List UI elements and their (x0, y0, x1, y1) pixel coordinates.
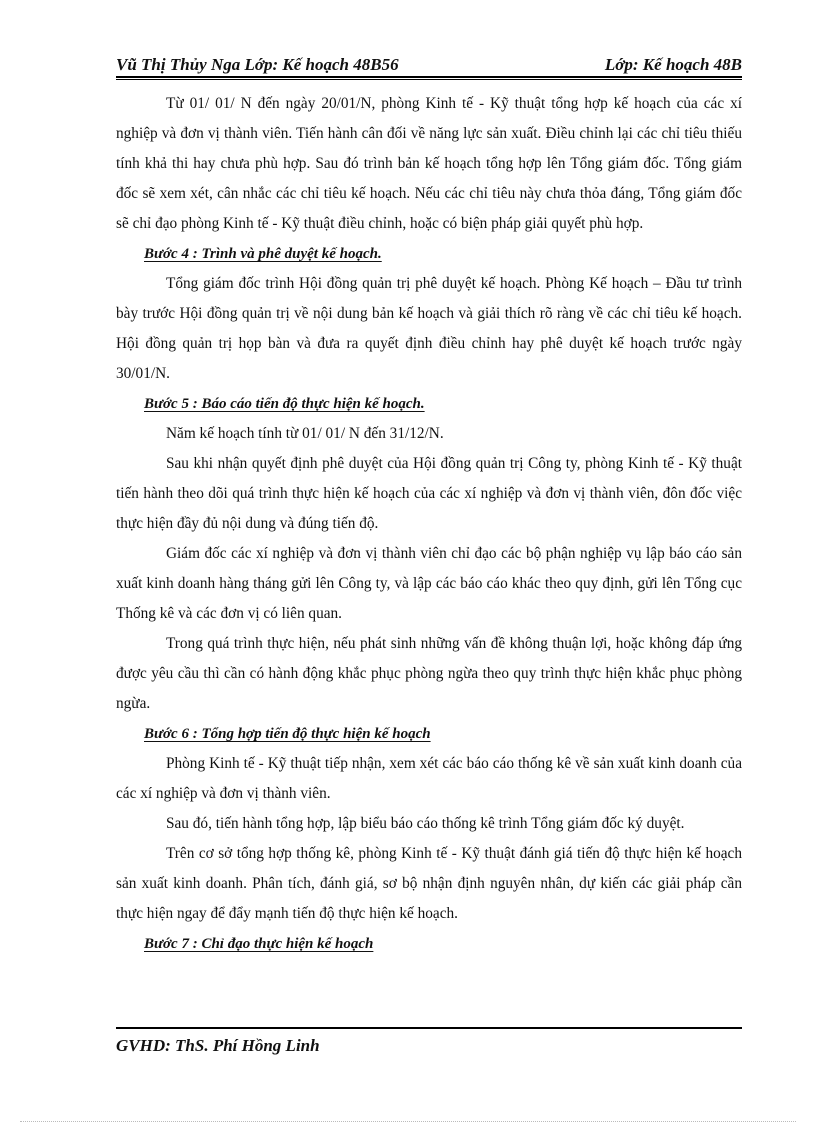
page-header (116, 47, 742, 75)
page-edge (20, 1121, 796, 1122)
header-author-class: Vũ Thị Thủy Nga Lớp: Kế hoạch 48B56 (116, 55, 399, 74)
header-rule (116, 76, 742, 80)
step-heading-6: Bước 6 : Tổng hợp tiến độ thực hiện kế hoạch (144, 726, 431, 742)
paragraph: Sau khi nhận quyết định phê duyệt của Hội đồng quản trị Công ty, phòng Kinh tế - Kỹ thuật tiến hành theo dõi quá trình thực hiện kế hoạch của các xí nghiệp và đơn vị thành viên, đôn đốc việc thực hiện đầy đủ nội dung và đúng tiến độ. (116, 455, 742, 532)
body-text (116, 89, 742, 959)
step-heading-5: Bước 5 : Báo cáo tiến độ thực hiện kế hoạch. (144, 396, 425, 412)
paragraph: Sau đó, tiến hành tổng hợp, lập biểu báo cáo thống kê trình Tổng giám đốc ký duyệt. (166, 815, 685, 832)
paragraph: Trong quá trình thực hiện, nếu phát sinh những vấn đề không thuận lợi, hoặc không đáp ứng được yêu cầu thì cần có hành động khắc phục phòng ngừa theo quy trình thực hiện khắc phục phòng ngừa. (116, 635, 742, 712)
paragraph: Từ 01/ 01/ N đến ngày 20/01/N, phòng Kinh tế - Kỹ thuật tổng hợp kế hoạch của các xí nghiệp và đơn vị thành viên. Tiến hành cân đối về năng lực sản xuất. Điều chỉnh lại các chỉ tiêu thiếu tính khả thi hay chưa phù hợp. Sau đó trình bản kế hoạch tổng hợp lên Tổng giám đốc. Tổng giám đốc sẽ xem xét, cân nhắc các chỉ tiêu kế hoạch. Nếu các chỉ tiêu này chưa thỏa đáng, Tổng giám đốc sẽ chỉ đạo phòng Kinh tế - Kỹ thuật điều chỉnh, hoặc có biện pháp giải quyết phù hợp. (116, 95, 742, 232)
paragraph: Phòng Kinh tế - Kỹ thuật tiếp nhận, xem xét các báo cáo thống kê về sản xuất kinh doanh của các xí nghiệp và đơn vị thành viên. (116, 755, 742, 802)
step-heading-4: Bước 4 : Trình và phê duyệt kế hoạch. (144, 246, 382, 262)
header-class: Lớp: Kế hoạch 48B (604, 55, 742, 74)
footer-rule (116, 1027, 742, 1029)
paragraph: Tổng giám đốc trình Hội đồng quản trị phê duyệt kế hoạch. Phòng Kế hoạch – Đầu tư trình bày trước Hội đồng quản trị về nội dung bản kế hoạch và giải thích rõ ràng về các chỉ tiêu kế hoạch. Hội đồng quản trị họp bàn và đưa ra quyết định điều chỉnh hay phê duyệt kế hoạch trước ngày 30/01/N. (116, 275, 742, 382)
page-footer: GVHD: ThS. Phí Hồng Linh (116, 1036, 320, 1055)
paragraph: Trên cơ sở tổng hợp thống kê, phòng Kinh tế - Kỹ thuật đánh giá tiến độ thực hiện kế hoạch sản xuất kinh doanh. Phân tích, đánh giá, sơ bộ nhận định nguyên nhân, dự kiến các giải pháp cần thực hiện ngay để đẩy mạnh tiến độ thực hiện kế hoạch. (116, 845, 742, 922)
paragraph: Năm kế hoạch tính từ 01/ 01/ N đến 31/12/N. (166, 425, 444, 442)
paragraph: Giám đốc các xí nghiệp và đơn vị thành viên chỉ đạo các bộ phận nghiệp vụ lập báo cáo sản xuất kinh doanh hàng tháng gửi lên Công ty, và lập các báo cáo khác theo quy định, gửi lên Tổng cục Thống kê và các đơn vị có liên quan. (116, 545, 742, 622)
step-heading-7: Bước 7 : Chỉ đạo thực hiện kế hoạch (144, 936, 374, 952)
